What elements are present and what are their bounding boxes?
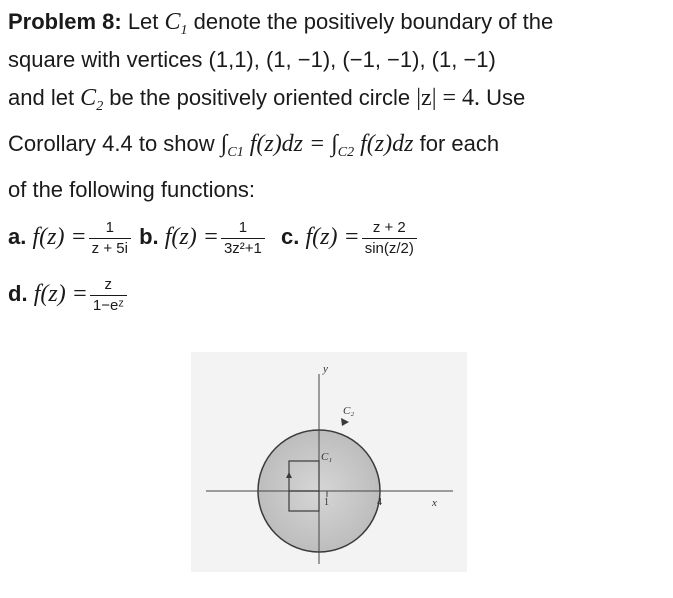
function-a-fraction: $\frac{1}{z + 5i}$	[89, 219, 131, 258]
function-b-fraction: $\frac{1}{\text{3z²+1}}$	[221, 219, 265, 258]
function-d-fraction: $\frac{z}{\text{1−eᶻ}}$	[90, 276, 127, 315]
tick-1-label: 1	[324, 497, 329, 508]
functions-row-1	[8, 215, 419, 259]
circle-equation: |z| = 4.	[416, 85, 481, 111]
problem-line-3	[8, 84, 525, 121]
c1-symbol: $C_1$	[164, 9, 188, 38]
integral-c2: $\int_{C2}$ f(z)dz	[331, 131, 414, 160]
function-c-lhs: f(z) =	[305, 224, 360, 250]
problem-text-4a: Corollary 4.4 to show	[8, 131, 221, 156]
problem-text-3a: and let	[8, 85, 81, 110]
problem-label: Problem 8:	[8, 9, 122, 34]
problem-text-3c: Use	[480, 85, 526, 110]
function-b-lhs: f(z) =	[164, 224, 219, 250]
c2-arrow	[341, 418, 349, 426]
problem-line-4	[8, 130, 499, 167]
contour-figure	[191, 352, 467, 572]
function-d-lhs: f(z) =	[33, 281, 88, 307]
problem-text-1b: denote the positively boundary of the	[187, 9, 554, 34]
function-a-label: a.	[8, 224, 27, 249]
c2-label: C₂	[343, 405, 355, 417]
c1-label: C₁	[321, 451, 333, 463]
function-a-lhs: f(z) =	[32, 224, 87, 250]
function-c-label: c.	[281, 224, 300, 249]
integral-c1: $\int_{C1}$ f(z)dz =	[220, 131, 332, 160]
function-d-label: d.	[8, 281, 28, 306]
problem-line-2: square with vertices (1,1), (1, −1), (−1, −1), (1, −1)	[8, 47, 496, 72]
contour-diagram	[191, 352, 467, 572]
tick-4-label: 4	[377, 497, 382, 508]
y-label: y	[323, 363, 328, 375]
problem-text-3b: be the positively oriented circle	[103, 85, 417, 110]
functions-row-2	[8, 272, 129, 316]
x-label: x	[432, 497, 437, 509]
problem-line-1	[8, 8, 553, 45]
problem-text-4b: for each	[413, 131, 500, 156]
function-c-fraction: $\frac{z + 2}{\sin(z/2)}$	[362, 219, 417, 258]
function-b-label: b.	[139, 224, 159, 249]
problem-line-5: of the following functions:	[8, 177, 256, 202]
c2-symbol: $C_2$	[80, 85, 104, 114]
problem-text-1a: Let	[121, 9, 165, 34]
